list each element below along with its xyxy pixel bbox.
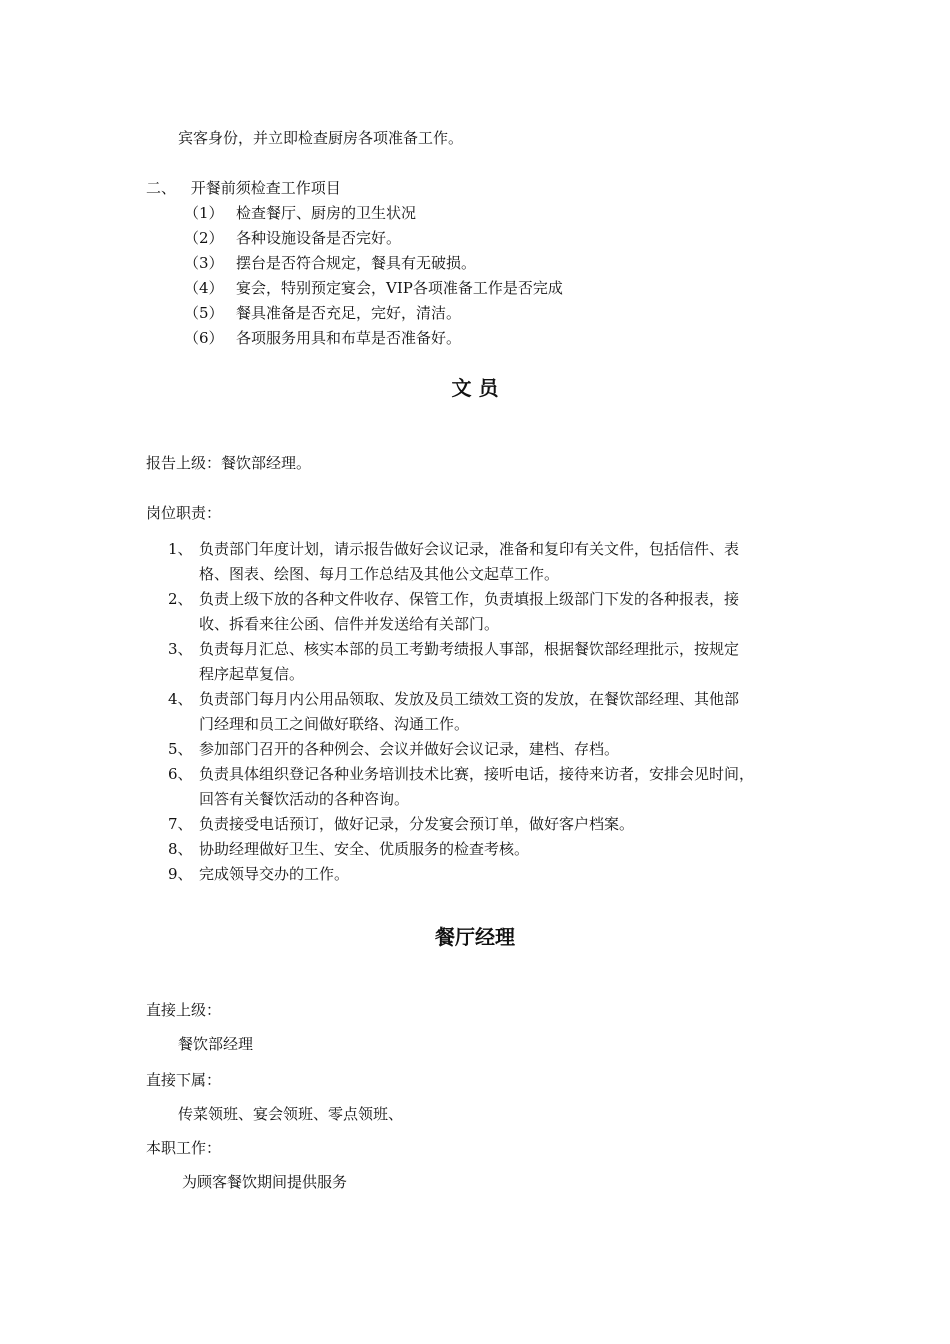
duty-text: 参加部门召开的各种例会、会议并做好会议记录，建档、存档。 (199, 740, 620, 758)
manager-subordinates: 传菜领班、宴会领班、零点领班、 (178, 1105, 404, 1123)
manager-duty-label: 本职工作： (146, 1139, 222, 1157)
check-item (184, 278, 563, 298)
duty-item (168, 864, 349, 884)
check-item-number: （6） (184, 329, 224, 347)
duty-item (168, 739, 619, 759)
check-item-text: 摆台是否符合规定，餐具有无破损。 (236, 254, 477, 272)
check-item-text: 餐具准备是否充足，完好，清洁。 (236, 304, 462, 322)
duty-number: 8、 (168, 840, 193, 858)
duty-text: 负责部门每月内公用品领取、发放及员工绩效工资的发放，在餐饮部经理、其他部 (199, 690, 740, 708)
manager-duty: 为顾客餐饮期间提供服务 (182, 1173, 348, 1191)
continuation-line: 宾客身份，并立即检查厨房各项准备工作。 (178, 129, 464, 147)
duty-text: 协助经理做好卫生、安全、优质服务的检查考核。 (199, 840, 530, 858)
duty-number: 6、 (168, 765, 193, 783)
manager-superior: 餐饮部经理 (178, 1035, 254, 1053)
check-item (184, 303, 461, 323)
duty-item (168, 589, 739, 609)
manager-subordinate-label: 直接下属： (146, 1071, 222, 1089)
check-item-text: 各种设施设备是否完好。 (236, 229, 402, 247)
check-item-number: （2） (184, 229, 224, 247)
duty-continuation: 回答有关餐饮活动的各种咨询。 (199, 790, 410, 808)
section-2-heading (146, 178, 341, 198)
manager-superior-label: 直接上级： (146, 1001, 222, 1019)
duty-number: 2、 (168, 590, 193, 608)
duty-item (168, 764, 754, 784)
check-item-number: （3） (184, 254, 224, 272)
duty-number: 1、 (168, 540, 193, 558)
check-item-text: 各项服务用具和布草是否准备好。 (236, 329, 462, 347)
duty-item (168, 639, 739, 659)
check-item-text: 检查餐厅、厨房的卫生状况 (236, 204, 417, 222)
duty-number: 7、 (168, 815, 193, 833)
duty-continuation: 格、图表、绘图、每月工作总结及其他公文起草工作。 (199, 565, 560, 583)
check-item (184, 228, 401, 248)
clerk-report-to: 报告上级：餐饮部经理。 (146, 454, 312, 472)
duty-continuation: 门经理和员工之间做好联络、沟通工作。 (199, 715, 470, 733)
section-2-marker: 二、 (146, 179, 177, 197)
duty-item (168, 539, 739, 559)
duty-text: 完成领导交办的工作。 (199, 865, 350, 883)
check-item-number: （1） (184, 204, 224, 222)
check-item (184, 203, 416, 223)
duty-item (168, 689, 739, 709)
duty-item (168, 839, 529, 859)
manager-title: 餐厅经理 (435, 925, 515, 949)
duty-continuation: 收、拆看来往公函、信件并发送给有关部门。 (199, 615, 500, 633)
check-item-number: （5） (184, 304, 224, 322)
duty-text: 负责部门年度计划，请示报告做好会议记录，准备和复印有关文件，包括信件、表 (199, 540, 740, 558)
duty-number: 5、 (168, 740, 193, 758)
check-item-number: （4） (184, 279, 224, 297)
duty-number: 9、 (168, 865, 193, 883)
clerk-duties-label: 岗位职责： (146, 504, 222, 522)
duty-text: 负责每月汇总、核实本部的员工考勤考绩报人事部，根据餐饮部经理批示，按规定 (199, 640, 740, 658)
duty-text: 负责具体组织登记各种业务培训技术比赛，接听电话，接待来访者，安排会见时间， (199, 765, 755, 783)
duty-text: 负责上级下放的各种文件收存、保管工作，负责填报上级部门下发的各种报表，接 (199, 590, 740, 608)
check-item (184, 328, 461, 348)
duty-continuation: 程序起草复信。 (199, 665, 305, 683)
clerk-title: 文 员 (451, 376, 499, 400)
duty-number: 4、 (168, 690, 193, 708)
check-item-text: 宴会，特别预定宴会，VIP各项准备工作是否完成 (236, 279, 563, 297)
duty-number: 3、 (168, 640, 193, 658)
check-item (184, 253, 476, 273)
duty-item (168, 814, 634, 834)
duty-text: 负责接受电话预订，做好记录，分发宴会预订单，做好客户档案。 (199, 815, 635, 833)
section-2-title: 开餐前须检查工作项目 (190, 179, 341, 197)
